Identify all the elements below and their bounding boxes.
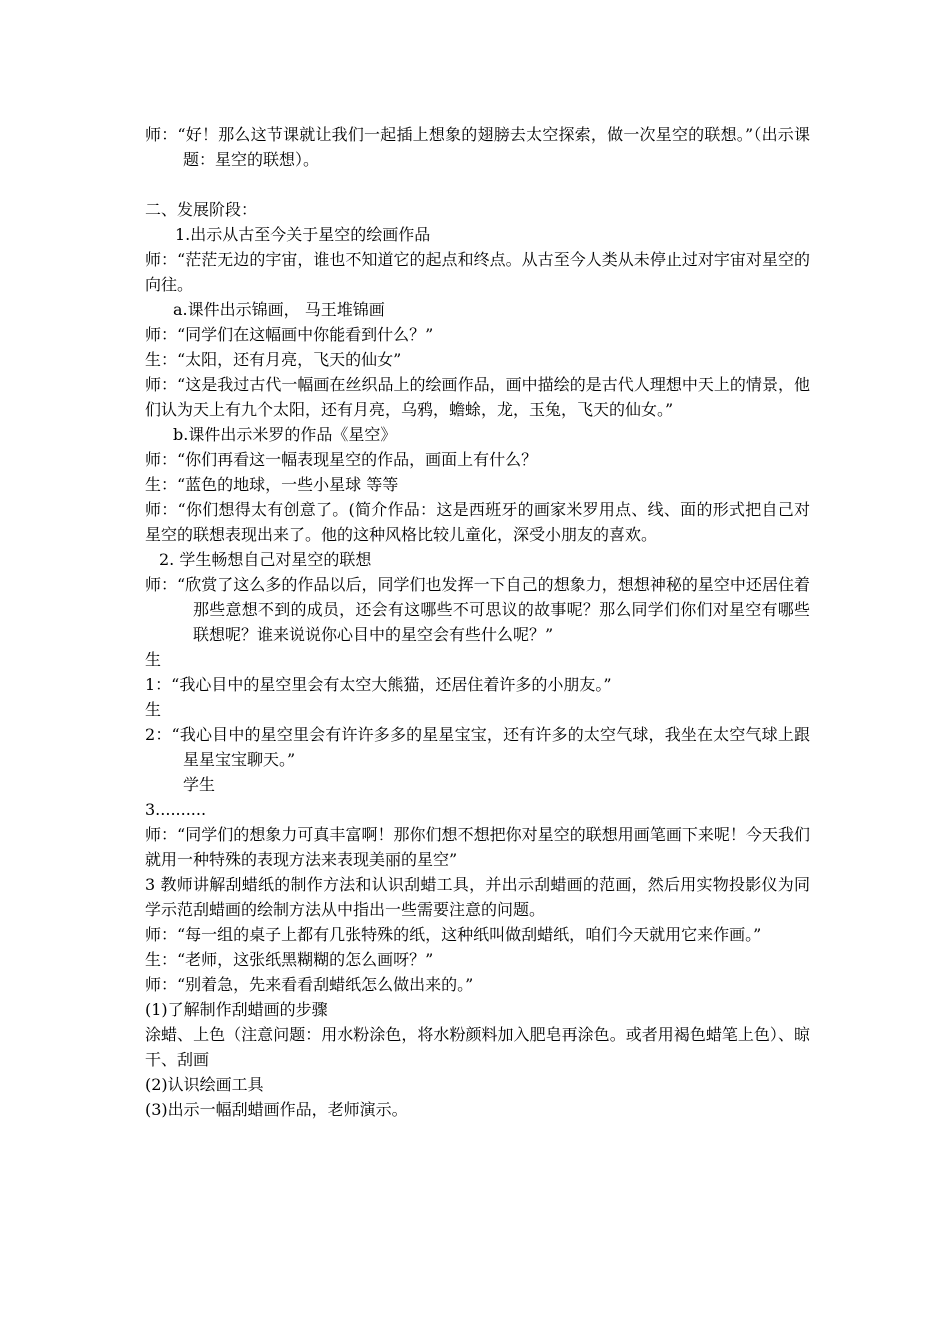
student-label: 生 — [145, 650, 162, 669]
paragraph-student-3: 3.......... — [145, 800, 207, 819]
paragraph-teacher: 师：“你们再看这一幅表现星空的作品，画面上有什么？ — [145, 450, 538, 469]
paragraph-teacher: 师：“每一组的桌子上都有几张特殊的纸，这种纸叫做刮蜡纸，咱们今天就用它来作画。” — [145, 925, 762, 944]
student-label: 学生 — [183, 775, 216, 794]
list-item-3: (3)出示一幅刮蜡画作品，老师演示。 — [145, 1100, 408, 1119]
sub-step-b: b.课件出示米罗的作品《星空》 — [173, 425, 397, 444]
paragraph-student: 生：“太阳，还有月亮，飞天的仙女” — [145, 350, 402, 369]
step-heading-1: 1.出示从古至今关于星空的绘画作品 — [175, 225, 431, 244]
list-item-2: (2)认识绘画工具 — [145, 1075, 264, 1094]
paragraph-teacher: 师：“同学们在这幅画中你能看到什么？” — [145, 325, 434, 344]
paragraph-teacher-intro: 师：“好！那么这节课就让我们一起插上想象的翅膀去太空探索，做一次星空的联想。”（出示课题：星空的联想）。 — [145, 125, 810, 169]
paragraph-steps: 涂蜡、上色（注意问题：用水粉涂色，将水粉颜料加入肥皂再涂色。或者用褐色蜡笔上色）、晾干、刮画 — [145, 1025, 810, 1069]
paragraph-student: 生：“蓝色的地球，一些小星球 等等 — [145, 475, 399, 494]
paragraph-teacher: 师：“同学们的想象力可真丰富啊！那你们想不想把你对星空的联想用画笔画下来呢！今天我们就用一种特殊的表现方法来表现美丽的星空” — [145, 825, 810, 869]
paragraph-student-1: 1：“我心目中的星空里会有太空大熊猫，还居住着许多的小朋友。” — [145, 675, 612, 694]
paragraph-teacher: 师：“欣赏了这么多的作品以后，同学们也发挥一下自己的想象力，想想神秘的星空中还居住着那些意想不到的成员，还会有这哪些不可思议的故事呢？那么同学们你们对星空有哪些联想呢？谁来说说你心目中的星空会有些什么呢？” — [145, 575, 810, 644]
step-heading-2: 2. 学生畅想自己对星空的联想 — [159, 550, 372, 569]
paragraph-student-2: 2：“我心目中的星空里会有许许多多的星星宝宝，还有许多的太空气球，我坐在太空气球上跟星星宝宝聊天。” — [145, 725, 810, 769]
document-page — [145, 122, 810, 1122]
paragraph-teacher: 师：“茫茫无边的宇宙，谁也不知道它的起点和终点。从古至今人类从未停止过对宇宙对星空的向往。 — [145, 250, 810, 294]
section-heading: 二、发展阶段： — [145, 200, 258, 219]
step-heading-3: 3 教师讲解刮蜡纸的制作方法和认识刮蜡工具，并出示刮蜡画的范画，然后用实物投影仪为同学示范刮蜡画的绘制方法从中指出一些需要注意的问题。 — [145, 875, 810, 919]
blank-line — [145, 172, 810, 197]
paragraph-student: 生：“老师，这张纸黑糊糊的怎么画呀？” — [145, 950, 434, 969]
paragraph-teacher: 师：“这是我过古代一幅画在丝织品上的绘画作品，画中描绘的是古代人理想中天上的情景，他们认为天上有九个太阳，还有月亮，乌鸦，蟾蜍，龙，玉兔，飞天的仙女。” — [145, 375, 810, 419]
student-label: 生 — [145, 700, 162, 719]
sub-step-a: a.课件出示锦画， 马王堆锦画 — [173, 300, 385, 319]
list-item-1: (1)了解制作刮蜡画的步骤 — [145, 1000, 328, 1019]
paragraph-teacher: 师：“你们想得太有创意了。(简介作品：这是西班牙的画家米罗用点、线、面的形式把自己对星空的联想表现出来了。他的这种风格比较儿童化，深受小朋友的喜欢。 — [145, 500, 810, 544]
paragraph-teacher: 师：“别着急，先来看看刮蜡纸怎么做出来的。” — [145, 975, 474, 994]
